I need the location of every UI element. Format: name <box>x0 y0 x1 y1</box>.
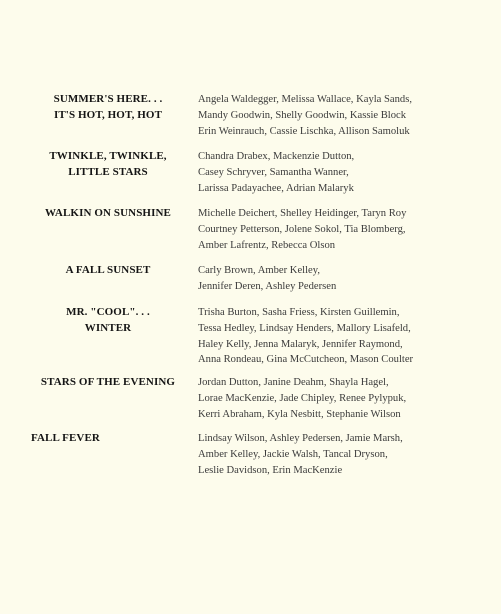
routine-title: TWINKLE, TWINKLE, LITTLE STARS <box>49 150 167 178</box>
performer-names: Trisha Burton, Sasha Friess, Kirsten Guillemin, Tessa Hedley, Lindsay Henders, Mallory Lisafeld, Haley Kelly, Jenna Malaryk, Jennifer Raymond, Anna Rondeau, Gina McCutcheon, Mason Coulter <box>198 307 414 366</box>
performer-names: Carly Brown, Amber Kelley, Jennifer Deren, Ashley Pedersen <box>198 265 337 292</box>
routine-title: A FALL SUNSET <box>65 264 151 276</box>
performer-names: Jordan Dutton, Janine Deahm, Shayla Hagel, Lorae MacKenzie, Jade Chipley, Renee Pylypuk, Kerri Abraham, Kyla Nesbitt, Stephanie Wilson <box>198 377 407 420</box>
routine-title: WALKIN ON SUNSHINE <box>45 207 171 219</box>
performer-names: Chandra Drabex, Mackenzie Dutton, Casey Schryver, Samantha Wanner, Larissa Padayachee, Adrian Malaryk <box>198 151 355 194</box>
routine-title: MR. "COOL". . . WINTER <box>66 306 150 334</box>
routine-title: STARS OF THE EVENING <box>40 376 176 388</box>
routine-title: FALL FEVER <box>31 432 100 444</box>
performer-names: Lindsay Wilson, Ashley Pedersen, Jamie Marsh, Amber Kelley, Jackie Walsh, Tancal Dryson, Leslie Davidson, Erin MacKenzie <box>198 433 403 476</box>
performer-names: Angela Waldegger, Melissa Wallace, Kayla Sands, Mandy Goodwin, Shelly Goodwin, Kassie Block Erin Weinrauch, Cassie Lischka, Allison Samoluk <box>198 94 412 137</box>
performer-names: Michelle Deichert, Shelley Heidinger, Taryn Roy Courtney Petterson, Jolene Sokol, Tia Blomberg, Amber Lafrentz, Rebecca Olson <box>198 208 407 251</box>
routine-title: SUMMER'S HERE. . . IT'S HOT, HOT, HOT <box>53 93 163 121</box>
